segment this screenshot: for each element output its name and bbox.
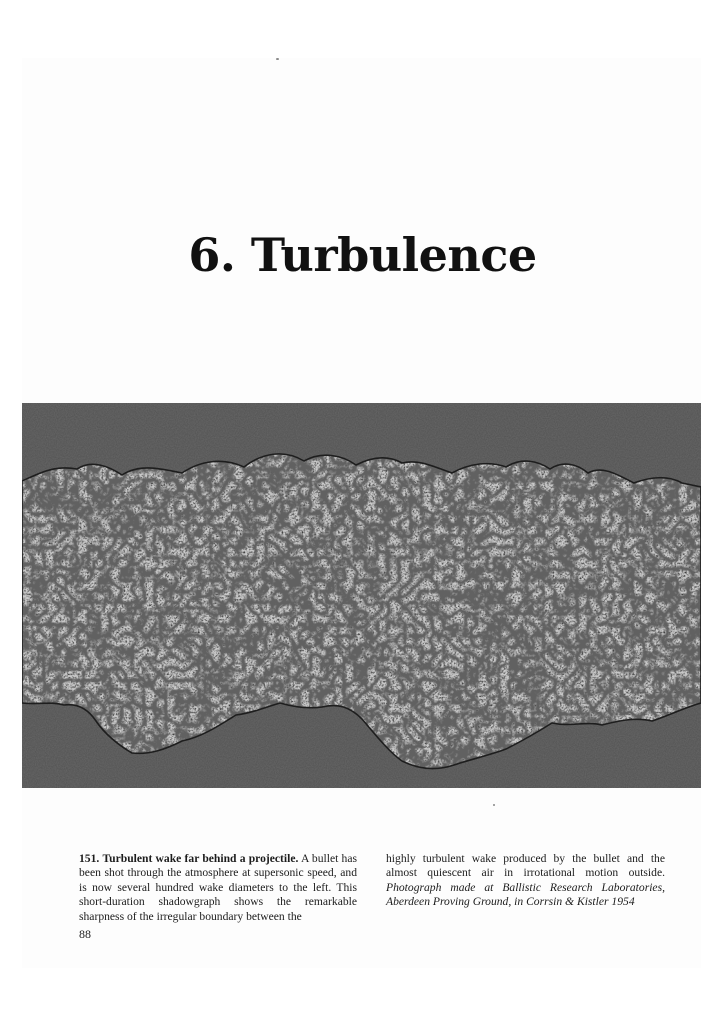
shadowgraph-photo [22,403,701,788]
print-speck [493,804,495,806]
chapter-title: 6. Turbulence [188,228,537,282]
photo-credit: Photograph made at Ballistic Research Laboratories, Aberdeen Proving Ground, in Corrsin & Kistler 1954 [386,880,665,909]
figure-caption-right [386,852,665,910]
page-number: 88 [79,927,91,941]
caption-text-left: A bullet has been shot through the atmosphere at supersonic speed, and is now several hundred wake diameters to the left. This short-duration shadowgraph shows the remarkable sharpness of the irregular boundary between the [79,851,357,923]
caption-text-right: highly turbulent wake produced by the bullet and the almost quiescent air in irrotational motion outside. [386,851,665,880]
figure-caption-left [79,852,357,925]
turbulent-wake-image [22,403,701,788]
figure-heading: Turbulent wake far behind a projectile. [102,851,299,865]
figure-number: 151. [79,851,100,865]
print-speck [276,58,279,60]
